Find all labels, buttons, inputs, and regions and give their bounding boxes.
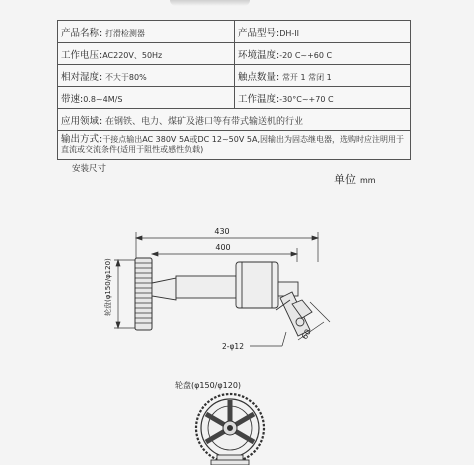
value: -30°C~+70 C [279, 94, 334, 104]
label: 应用领域: [61, 115, 103, 127]
value: 不大于80% [104, 72, 147, 82]
value: 0.8~4M/S [83, 94, 123, 104]
label: 相对湿度: [61, 71, 103, 83]
value: 干接点输出AC 380V 5A或DC 12~50V 5A,因输出为固态继电器，选购时应注明用于直流或交流条件(适用于阻性或感性负载) [61, 135, 404, 154]
wheel-diameter-label: 轮盘(φ150/φ120) [104, 258, 112, 316]
label: 产品型号: [238, 27, 280, 39]
dimension-400-label: 400 [215, 243, 231, 252]
label: 工作电压: [61, 49, 103, 61]
value: -20 C~+60 C [279, 50, 333, 60]
install-size-caption: 安装尺寸 [72, 164, 107, 174]
wheel-caption: 轮盘(φ150/φ120) [175, 381, 242, 390]
value: 常开 1 常闭 1 [281, 72, 332, 82]
side-wheel [135, 258, 152, 330]
front-wheel [196, 394, 264, 462]
label: 环境温度: [238, 49, 280, 61]
dimension-wheel-vertical [114, 260, 135, 328]
detector-body [152, 262, 298, 308]
unit-label: 单位 [334, 173, 356, 186]
dimension-430-label: 430 [214, 227, 230, 236]
value: 打滑检测器 [104, 28, 145, 38]
label: 工作温度: [238, 93, 280, 105]
dimension-60-label: 60 [299, 327, 313, 341]
value: AC220V、50Hz [102, 50, 163, 60]
label: 带速: [61, 93, 84, 105]
label: 输出方式: [61, 134, 103, 145]
value: 在钢铁、电力、煤矿及港口等有带式输送机的行业 [104, 116, 303, 127]
hole-leader [250, 332, 286, 346]
front-shaft [211, 455, 249, 465]
hole-spec-label: 2-φ12 [222, 342, 244, 351]
label: 产品名称: [61, 27, 103, 39]
value: DH-II [279, 28, 299, 38]
label: 触点数量: [238, 71, 280, 83]
unit-value: mm [360, 176, 376, 185]
